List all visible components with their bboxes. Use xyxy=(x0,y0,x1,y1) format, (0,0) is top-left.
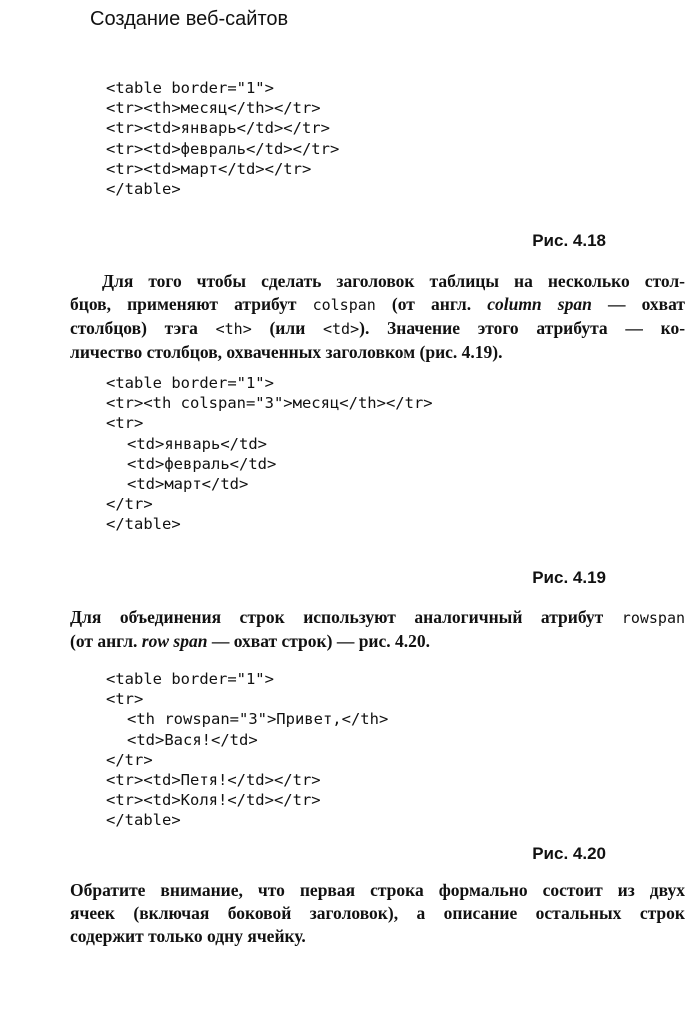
code-listing-4-20 xyxy=(106,669,388,831)
code-line: </table> xyxy=(106,515,181,534)
code-line: <tr><td>Петя!</td></tr> xyxy=(106,770,321,789)
code-line: </tr> xyxy=(106,495,153,514)
code-listing-4-18 xyxy=(106,78,339,199)
code-line: <tr><th>месяц</th></tr> xyxy=(106,99,321,118)
text-line: столбцов) тэга <th> (или <td>). Значение этого атрибута — ко- xyxy=(70,318,686,338)
code-line: <table border="1"> xyxy=(106,374,274,392)
code-line: </table> xyxy=(106,179,181,198)
code-line: <tr> xyxy=(106,414,144,433)
code-line: <td>февраль</td> xyxy=(127,454,277,473)
code-line: <tr><td>март</td></tr> xyxy=(106,159,312,178)
figure-caption-4-19: Рис. 4.19 xyxy=(532,568,606,587)
text-line: Для того чтобы сделать заголовок таблицы на несколько стол- xyxy=(102,271,685,291)
text-line: содержит только одну ячейку. xyxy=(70,926,306,946)
code-line: <tr><td>Коля!</td></tr> xyxy=(106,791,321,810)
text-line: личество столбцов, охваченных заголовком (рис. 4.19). xyxy=(70,342,503,362)
code-line: </table> xyxy=(106,811,181,830)
paragraph-colspan xyxy=(70,270,685,364)
code-listing-4-19 xyxy=(106,373,433,535)
figure-caption-4-20: Рис. 4.20 xyxy=(532,844,606,863)
figure-caption-4-18: Рис. 4.18 xyxy=(532,231,606,250)
code-line: <tr><td>январь</td></tr> xyxy=(106,119,330,138)
code-line: <td>январь</td> xyxy=(127,434,267,453)
code-line: <th rowspan="3">Привет,</th> xyxy=(127,710,389,729)
code-line: <tr><td>февраль</td></tr> xyxy=(106,139,340,158)
text-line: (от англ. row span — охват строк) — рис. 4.20. xyxy=(70,631,431,651)
paragraph-rowspan xyxy=(70,606,685,653)
text-line: бцов, применяют атрибут colspan (от англ. column span — охват xyxy=(70,294,685,314)
running-header: Создание веб-сайтов xyxy=(90,8,289,30)
code-line: <table border="1"> xyxy=(106,670,274,688)
code-line: <table border="1"> xyxy=(106,79,274,97)
code-line: <tr><th colspan="3">месяц</th></tr> xyxy=(106,394,433,413)
code-line: </tr> xyxy=(106,750,153,769)
code-line: <td>март</td> xyxy=(127,474,249,493)
paragraph-note xyxy=(70,879,685,948)
text-line: Обратите внимание, что первая строка формально состоит из двух xyxy=(70,880,685,900)
code-line: <td>Вася!</td> xyxy=(127,730,258,749)
text-line: Для объединения строк используют аналогичный атрибут rowspan xyxy=(70,607,686,627)
code-line: <tr> xyxy=(106,690,144,709)
text-line: ячеек (включая боковой заголовок), а описание остальных строк xyxy=(70,903,685,923)
